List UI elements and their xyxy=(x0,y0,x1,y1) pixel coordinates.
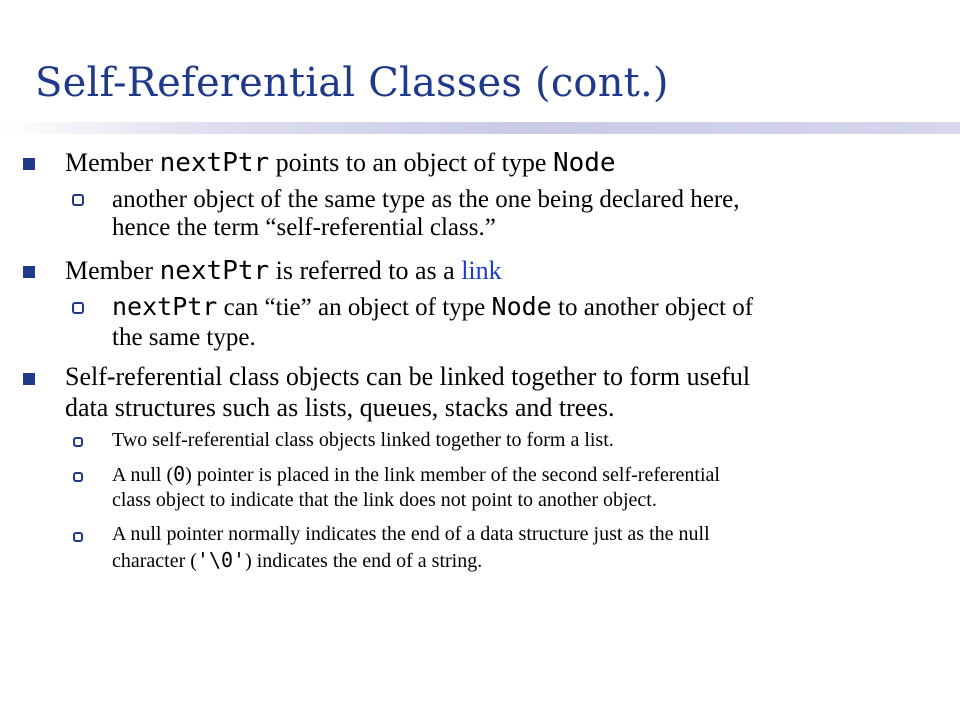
sub-bullet-ring-icon xyxy=(73,437,83,447)
bullet-1-sub-line-2: hence the term “self-referential class.” xyxy=(112,214,496,241)
bullet-3-sub-1: Two self-referential class objects linked together to form a list. xyxy=(112,429,614,451)
link-term: link xyxy=(461,256,502,285)
bullet-2-mid: is referred to as a xyxy=(269,256,462,285)
code-nextptr: nextPtr xyxy=(159,148,270,178)
bullet-2-sub-post: to another object of xyxy=(551,294,754,321)
bullet-2-sub-mid: can “tie” an object of type xyxy=(217,294,492,321)
bullet-2-pre: Member xyxy=(65,256,160,285)
bullet-3-sub-2-line-2: class object to indicate that the link does not point to another object. xyxy=(112,489,657,511)
code-zero: 0 xyxy=(173,462,186,486)
bullet-square-icon xyxy=(23,266,35,278)
bullet-2-sub-line-2: the same type. xyxy=(112,324,256,351)
bullet-2 xyxy=(65,256,502,286)
bullet-1-mid: points to an object of type xyxy=(269,148,553,177)
bullet-3-line-1: Self-referential class objects can be linked together to form useful xyxy=(65,362,751,391)
bullet-3-sub-3-post: ) indicates the end of a string. xyxy=(245,550,483,572)
bullet-3-line-2: data structures such as lists, queues, stacks and trees. xyxy=(65,393,615,422)
bullet-2-sub-line-1 xyxy=(112,293,753,322)
sub-bullet-ring-icon xyxy=(73,472,83,482)
bullet-3-sub-3-line-1: A null pointer normally indicates the end of a data structure just as the null xyxy=(112,523,710,545)
bullet-1-sub-line-1: another object of the same type as the one being declared here, xyxy=(112,186,740,213)
bullet-3-sub-2-post: ) pointer is placed in the link member of the second self-referential xyxy=(185,464,720,486)
title-underline xyxy=(0,122,960,134)
bullet-3-sub-3-line-2 xyxy=(112,549,482,573)
sub-bullet-ring-icon xyxy=(73,532,83,542)
code-node: Node xyxy=(552,148,616,178)
bullet-square-icon xyxy=(23,373,35,385)
sub-bullet-ring-icon xyxy=(72,194,84,206)
bullet-1 xyxy=(65,148,616,178)
slide-title: Self-Referential Classes (cont.) xyxy=(35,60,669,106)
bullet-1-pre: Member xyxy=(65,148,160,177)
bullet-3-sub-2-pre: A null ( xyxy=(112,464,174,486)
bullet-square-icon xyxy=(23,158,35,170)
code-nextptr: nextPtr xyxy=(159,256,270,286)
code-nextptr: nextPtr xyxy=(112,292,218,321)
sub-bullet-ring-icon xyxy=(72,302,84,314)
bullet-3-sub-2-line-1 xyxy=(112,463,720,487)
code-node: Node xyxy=(491,292,552,321)
bullet-3-sub-3-pre: character ( xyxy=(112,550,197,572)
code-null-char: '\0' xyxy=(196,548,246,572)
